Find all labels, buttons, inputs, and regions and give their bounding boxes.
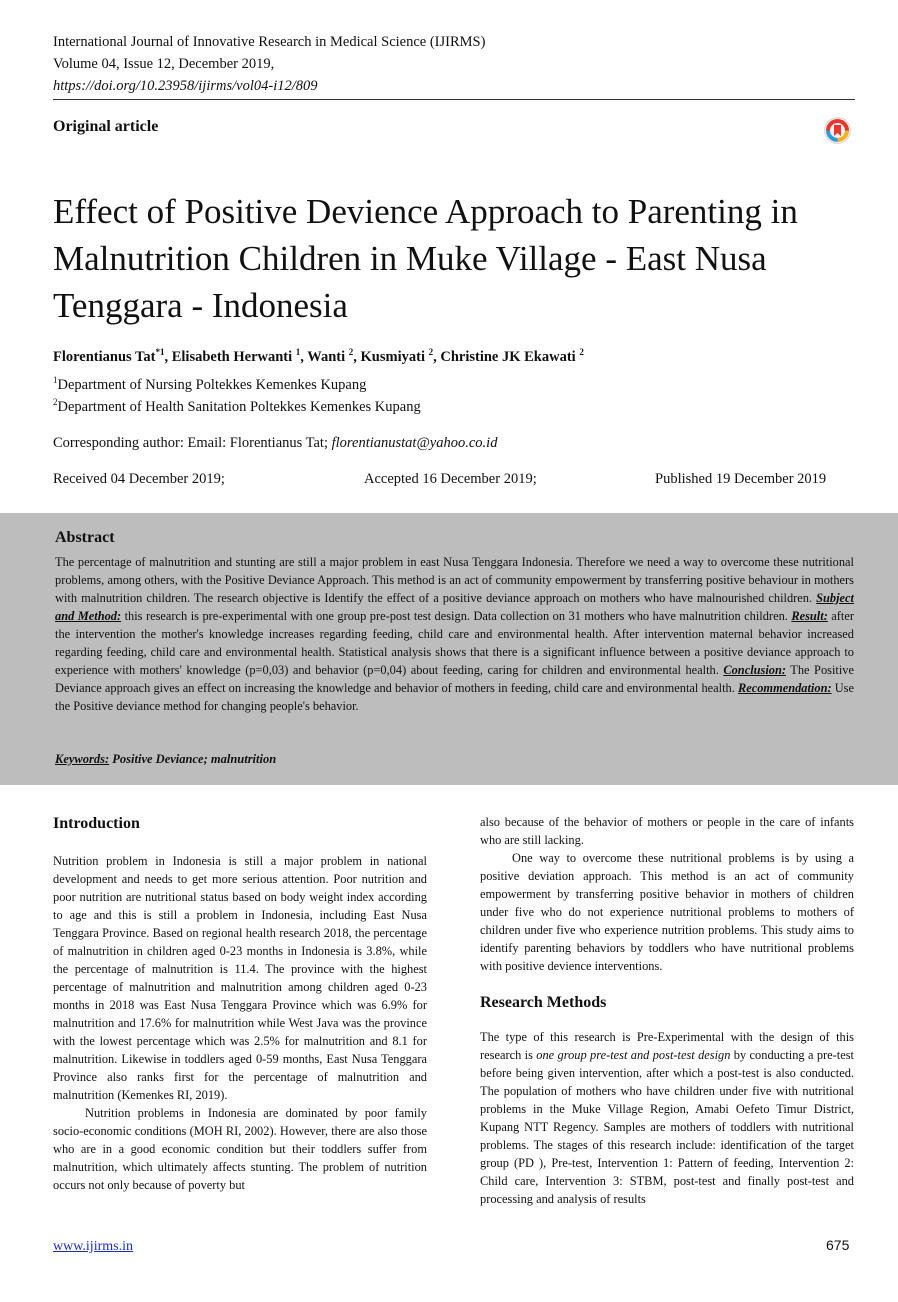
paragraph: The type of this research is Pre-Experimental with the design of this research is one group pre-test and post-test design by conducting a pre-test before being given intervention, after which a post-test is also conducted. The population of mothers who have children under five with nutritional problems in the Muke Village Region, Amabi Oefeto Timur District, Kupang NTT Regency. Samples are mothers of toddlers with nutritional problems. The stages of this research include: identification of the target group (PD ), Pre-test, Intervention 1: Pattern of feeding, Intervention 2: Child care, Intervention 3: STBM, post-test and finally post-test and processing and analysis of results — [480, 1030, 854, 1206]
subject-method-label: Subject and Method: — [55, 591, 854, 623]
author-email[interactable]: florentianustat@yahoo.co.id — [331, 435, 498, 451]
paragraph: also because of the behavior of mothers or people in the care of infants who are still lacking. — [480, 815, 854, 847]
author-list — [53, 347, 584, 366]
author-sup: *1 — [155, 347, 165, 357]
author-name: Florentianus Tat — [53, 348, 156, 365]
author-name: , Kusmiyati — [353, 348, 425, 365]
website-link[interactable]: www.ijirms.in — [53, 1239, 133, 1254]
author-sup: 2 — [428, 347, 434, 357]
received-date: Received 04 December 2019; — [53, 471, 225, 487]
author-sup: 2 — [348, 347, 354, 357]
paragraph: One way to overcome these nutritional problems is by using a positive deviation approach. This method is an act of community empowerment by transferring positive behavior in mothers of children under five who do not experience nutritional problems to mothers of children under five who experience nutrition problems. This study aims to identify parenting behaviors by toddlers who have nutritional problems with positive devience interventions. — [480, 851, 854, 973]
abstract-text: The percentage of malnutrition and stunting are still a major problem in east Nusa Tenggara Indonesia. Therefore we need a way to overcome these nutritional problems, among others, with the Positive Deviance Approach. This method is an act of community empowerment by transferring positive behaviour in mothers with malnutrition children. The research objective is Identify the effect of a positive deviance approach on mothers who have malnourished children. Subject and Method: this research is pre-experimental with one group pre-post test design. Data collection on 31 mothers who have malnutrition children. Result: after the intervention the mother's knowledge increases regarding feeding, child care and environmental health. After intervention maternal behavior increased regarding feeding, child care and environmental health. Statistical analysis shows that there is a significant influence between a positive deviance approach to experience with mothers' knowledge (p=0,03) and behavior (p=0,04) about feeding, caring for children and environmental health. Conclusion: The Positive Deviance approach gives an effect on increasing the knowledge and behavior of mothers in feeding, child care and environmental health. Recommendation: Use the Positive deviance method for changing people's behavior. — [55, 555, 854, 713]
doi-link[interactable]: https://doi.org/10.23958/ijirms/vol04-i12/809 — [53, 78, 318, 94]
introduction-heading: Introduction — [53, 815, 140, 832]
paragraph: Nutrition problems in Indonesia are dominated by poor family socio-economic conditions (MOH RI, 2002). However, there are also those who are in a good economic condition but their toddlers suffer from malnutrition, which ultimately affects stunting. The problem of nutrition occurs not only because of poverty but — [53, 1106, 427, 1192]
corresponding-author: Corresponding author: Email: Florentianus Tat; florentianustat@yahoo.co.id — [53, 435, 498, 451]
article-title: Effect of Positive Devience Approach to Parenting in Malnutrition Children in Muke Village - East Nusa Tenggara - Indonesia — [53, 192, 798, 325]
affiliation-1: $^1$Department of Nursing Poltekkes Kemenkes Kupang — [53, 375, 367, 393]
page-number: 675 — [826, 1237, 850, 1253]
crossmark-icon[interactable] — [824, 117, 851, 144]
affiliation-2: $^2$Department of Health Sanitation Poltekkes Kemenkes Kupang — [53, 397, 421, 415]
header-rule — [53, 99, 855, 100]
published-date: Published 19 December 2019 — [655, 471, 827, 487]
author-name: , Wanti — [300, 348, 346, 365]
result-label: Result: — [791, 609, 828, 623]
article-type: Original article — [53, 118, 159, 135]
journal-name: International Journal of Innovative Research in Medical Science (IJIRMS) — [53, 34, 486, 50]
introduction-right-column — [480, 813, 854, 975]
keywords: Keywords: Positive Deviance; malnutrition — [55, 752, 277, 766]
paragraph: Nutrition problem in Indonesia is still a major problem in national development and needs to get more serious attention. Poor nutrition and poor nutrition are nutritional status based on body weight index according to age and this is still a problem in Indonesia, including East Nusa Tenggara Province. Based on regional health research 2018, the percentage of malnutrition in children aged 0-23 months in Indonesia is 3.8%, while the percentage of malnutrition is 11.4. The province with the highest percentage of malnutrition and malnutrition among children aged 0-23 months in 2018 was East Nusa Tenggara Province which was 6.9% for malnutrition and 17.6% for malnutrition while West Java was the province with the lowest percentage which was 2.5% for malnutrition and 8.1 for malnutrition. Likewise in toddlers aged 0-59 months, East Nusa Tenggara Province also ranks first for the percentage of malnutrition and malnutrition (Kemenkes RI, 2019). — [53, 854, 427, 1102]
methods-column — [480, 1028, 854, 1208]
author-name: , Elisabeth Herwanti — [164, 348, 293, 365]
author-sup: 1 — [295, 347, 301, 357]
abstract-heading: Abstract — [55, 529, 115, 546]
recommendation-label: Recommendation: — [737, 681, 832, 695]
introduction-left-column — [53, 852, 427, 1194]
author-sup: 2 — [579, 347, 584, 357]
author-name: , Christine JK Ekawati — [433, 348, 576, 365]
methods-heading: Research Methods — [480, 994, 607, 1011]
conclusion-label: Conclusion: — [723, 663, 787, 677]
volume-issue: Volume 04, Issue 12, December 2019, — [53, 56, 275, 72]
accepted-date: Accepted 16 December 2019; — [364, 471, 537, 487]
